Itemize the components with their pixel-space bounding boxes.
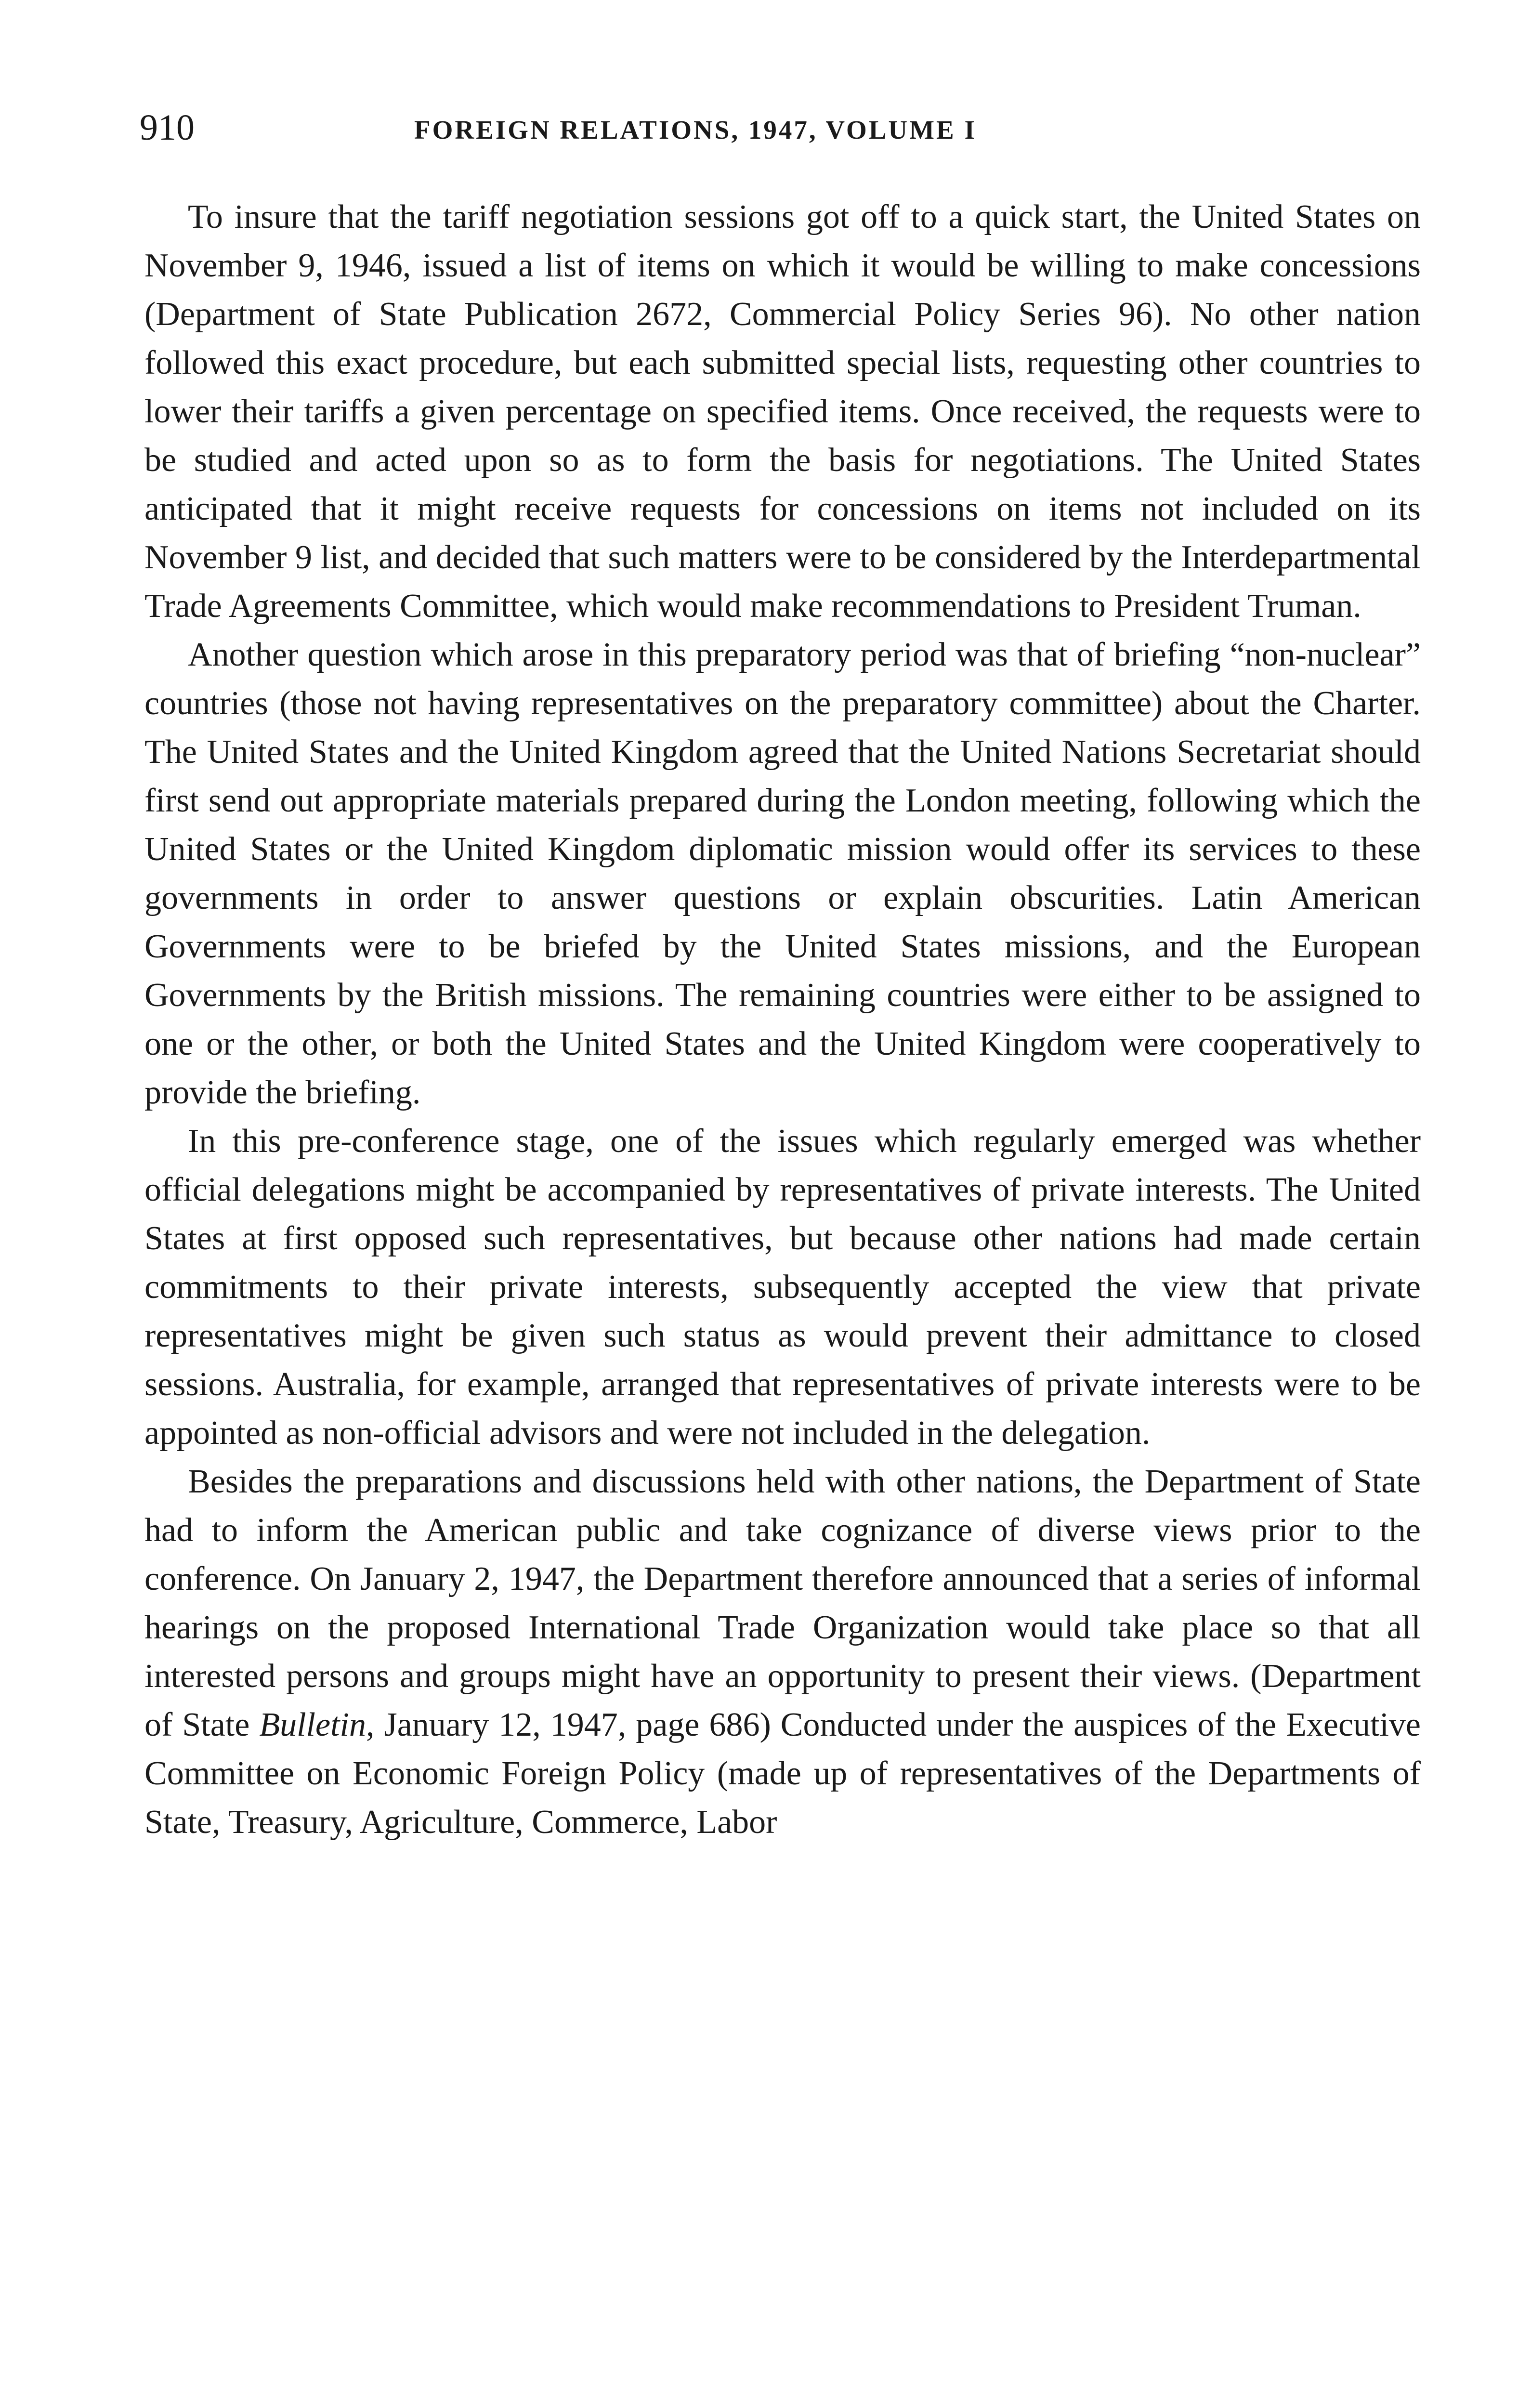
paragraph-briefing-non-nuclear: Another question which arose in this preparatory period was that of briefing “non-nuclear” countries (those not having representatives on the preparatory committee) about the Charter. The United States and the United Kingdom agreed that the United Nations Secretariat should first send out appropriate materials prepared during the London meeting, following which the United States or the United Kingdom diplomatic mission would offer its services to these governments in order to answer questions or explain obscurities. Latin American Governments were to be briefed by the United States missions, and the European Governments by the British missions. The remaining countries were either to be assigned to one or the other, or both the United States and the United Kingdom were cooperatively to provide the briefing. bbox=[144, 636, 1421, 1111]
running-head bbox=[140, 104, 1421, 161]
paragraph-private-interests: In this pre-conference stage, one of the issues which regularly emerged was whether official delegations might be accompanied by representatives of private interests. The United States at first opposed such representatives, but because other nations had made certain commitments to their private interests, subsequently accepted the view that private representatives might be given such status as would prevent their admittance to closed sessions. Australia, for example, arranged that representatives of private interests were to be appointed as non-official advisors and were not included in the delegation. bbox=[144, 1123, 1421, 1452]
bulletin-title: Bulletin bbox=[259, 1706, 366, 1743]
paragraph-text-part: Besides the preparations and discussions held with other nations, the Department of State had to inform the American public and take cognizance of diverse views prior to the conference. On January 2, 1947, the Department therefore announced that a series of informal hearings on the proposed International Trade Organization would take place so that all interested persons and groups might have an opportunity to present their views. (Department of State bbox=[144, 1463, 1421, 1743]
body-text bbox=[144, 193, 1421, 1846]
paragraph-text-part: , January 12, 1947, page 686) Conducted under the auspices of the Executive Committee on Economic Foreign Policy (made up of representatives of the Departments of State, Treasury, Agriculture, Commerce, Labor bbox=[144, 1706, 1421, 1841]
document-page bbox=[140, 104, 1421, 1841]
running-title: FOREIGN RELATIONS, 1947, VOLUME I bbox=[414, 115, 977, 144]
paragraph-public-hearings bbox=[144, 1457, 1421, 1846]
paragraph-tariff-negotiations: To insure that the tariff negotiation sessions got off to a quick start, the United States on November 9, 1946, issued a list of items on which it would be willing to make concessions (Department of State Publication 2672, Commercial Policy Series 96). No other nation followed this exact procedure, but each submitted special lists, requesting other countries to lower their tariffs a given percentage on specified items. Once received, the requests were to be studied and acted upon so as to form the basis for negotiations. The United States anticipated that it might receive requests for concessions on items not included on its November 9 list, and decided that such matters were to be considered by the Interdepartmental Trade Agreements Committee, which would make recommendations to President Truman. bbox=[144, 198, 1421, 625]
page-number: 910 bbox=[140, 107, 195, 148]
